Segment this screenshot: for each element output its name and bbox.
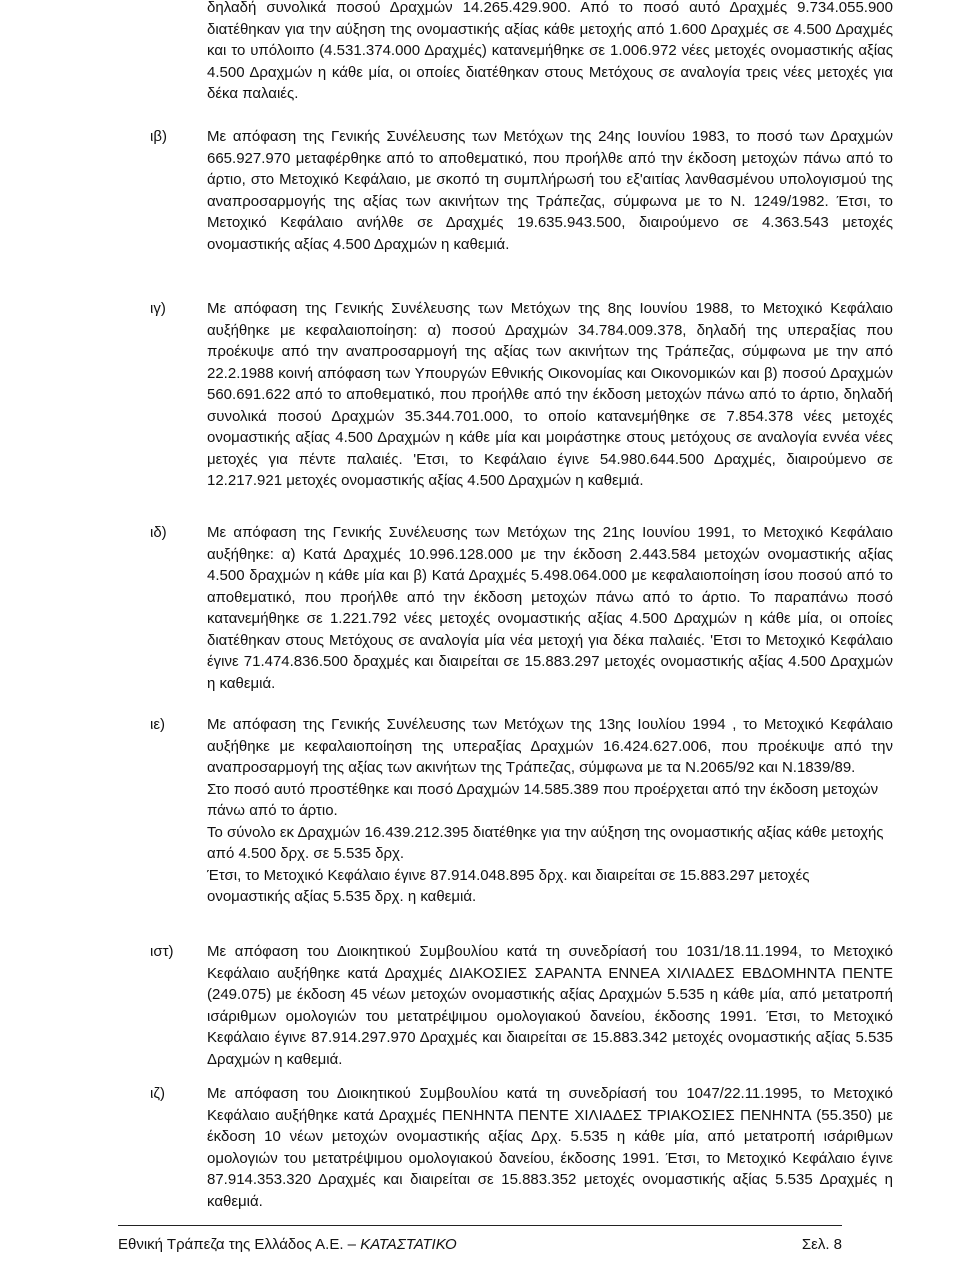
clause-body [207, 1083, 893, 1212]
clause-label: ιζ) [150, 1085, 165, 1102]
clause-body [207, 126, 893, 255]
footer-bank-name: Εθνική Τράπεζα της Ελλάδος Α.Ε. – [118, 1236, 357, 1253]
clause-body [207, 298, 893, 492]
page-number: Σελ. 8 [801, 1236, 842, 1253]
clause-paragraph: Με απόφαση της Γενικής Συνέλευσης των Μετόχων της 21ης Ιουνίου 1991, το Μετοχικό Κεφάλαιο αυξήθηκε: α) Κατά Δραχμές 10.996.128.000 με την έκδοση 2.443.584 μετοχών ονομαστικής αξίας 4.500 δραχμών η κάθε μία και β) Κατά Δραχμές 5.498.064.000 με κεφαλαιοποίηση ίσου ποσού από το αποθεματικό, που προήλθε από την έκδοση μετοχών πάνω από το άρτιο. Το παραπάνω ποσό κατανεμήθηκε σε 1.221.792 νέες μετοχές ονομαστικής αξίας 4.500 Δραχμών η κάθε μία, οι οποίες διατέθηκαν στους Μετόχους σε αναλογία μία νέα μετοχή για δέκα παλαιές. 'Eτσι το Μετοχικό Κεφάλαιο έγινε 71.474.836.500 δραχμές και διαιρείται σε 15.883.297 μετοχές ονομαστικής αξίας 4.500 Δραχμών η καθεμιά. [207, 524, 893, 692]
clause-label: ιστ) [150, 943, 174, 960]
clause-label: ιδ) [150, 524, 167, 541]
footer-title [118, 1235, 457, 1255]
clause-paragraph: Έτσι, το Μετοχικό Κεφάλαιο έγινε 87.914.048.895 δρχ. και διαιρείται σε 15.883.297 μετοχές ονομαστικής αξίας 5.535 δρχ. η καθεμιά. [207, 866, 810, 905]
clause-paragraph: Με απόφαση της Γενικής Συνέλευσης των Μετόχων της 24ης Ιουνίου 1983, το ποσό των Δραχμών 665.927.970 μεταφέρθηκε από το αποθεματικό, που προήλθε από την έκδοση μετοχών πάνω από το άρτιο, στο Μετοχικό Κεφάλαιο, με σκοπό τη συμπλήρωσή του εξ'αιτίας λανθασμένου υπολογισμού της αναπροσαρμογής της αξίας των ακινήτων της Τράπεζας, σύμφωνα με το Ν. 1249/1982. Έτσι, το Μετοχικό Κεφάλαιο ανήλθε σε Δραχμές 19.635.943.500, διαιρούμενο σε 4.363.543 μετοχές ονομαστικής αξίας 4.500 Δραχμών η καθεμιά. [207, 128, 893, 253]
clause-body [207, 522, 893, 694]
clause-paragraph: Στο ποσό αυτό προστέθηκε και ποσό Δραχμών 14.585.389 που προέρχεται από την έκδοση μετοχών πάνω από το άρτιο. [207, 780, 879, 819]
clause-paragraph: Με απόφαση του Διοικητικού Συμβουλίου κατά τη συνεδρίασή του 1031/18.11.1994, το Μετοχικό Κεφάλαιο αυξήθηκε κατά Δραχμές ΔΙΑΚΟΣΙΕΣ ΣΑΡΑΝΤΑ ΕΝΝΕΑ ΧΙΛΙΑΔΕΣ ΕΒΔΟΜΗΝΤΑ ΠΕΝΤΕ (249.075) με έκδοση 45 νέων μετοχών ονομαστικής αξίας Δραχμών 5.535 η κάθε μία, από μετατροπή ισάριθμων ομολογιών του μετατρέψιμου ομολογιακού δανείου, έκδοσης 1991. Έτσι, το Μετοχικό Κεφάλαιο έγινε 87.914.297.970 Δραχμές και διαιρείται σε 15.883.342 μετοχές ονομαστικής αξίας 5.535 Δραχμών η καθεμιά. [207, 943, 893, 1068]
clause-body [207, 714, 893, 908]
clause-paragraph: Με απόφαση της Γενικής Συνέλευσης των Μετόχων της 8ης Ιουνίου 1988, το Μετοχικό Κεφάλαιο αυξήθηκε με κεφαλαιοποίηση: α) ποσού Δραχμών 34.784.009.378, δηλαδή της υπεραξίας που προέκυψε από την αναπροσαρμογή της αξίας των ακινήτων της Τράπεζας, σύμφωνα με την από 22.2.1988 κοινή απόφαση των Υπουργών Εθνικής Οικονομίας και Οικονομικών και β) ποσού Δραχμών 560.691.622 από το αποθεματικό, που προήλθε από την έκδοση μετοχών πάνω από το άρτιο, δηλαδή συνολικά ποσού Δραχμών 35.344.701.000, το οποίο κατανεμήθηκε σε 7.854.378 νέες μετοχές ονομαστικής αξίας 4.500 Δραχμών η κάθε μία και μοιράστηκε στους μετόχους σε αναλογία εννέα νέες μετοχές για πέντε παλαιές. 'Eτσι, το Κεφάλαιο έγινε 54.980.644.500 Δραχμές, διαιρούμενο σε 12.217.921 μετοχές ονομαστικής αξίας 4.500 Δραχμών η καθεμιά. [207, 300, 893, 489]
clause-label: ιγ) [150, 300, 166, 317]
clause-body [207, 941, 893, 1070]
clause-label: ιε) [150, 716, 166, 733]
intro-paragraph: δηλαδή συνολικά ποσού Δραχμών 14.265.429.900. Από το ποσό αυτό Δραχμές 9.734.055.900 διατέθηκαν για την αύξηση της ονομαστικής αξίας κάθε μετοχής από 1.600 Δραχμές σε 4.500 Δραχμές και το υπόλοιπο (4.531.374.000 Δραχμές) κατανεμήθηκε σε 1.006.972 νέες μετοχές ονομαστικής αξίας 4.500 Δραχμών η κάθε μία, οι οποίες διατέθηκαν στους Μετόχους σε αναλογία τρεις νέες μετοχές για δέκα παλαιές. [207, 0, 893, 102]
footer-document-name: ΚΑΤΑΣΤΑΤΙΚΟ [360, 1236, 457, 1253]
clause-label: ιβ) [150, 128, 167, 145]
clause-paragraph: Με απόφαση του Διοικητικού Συμβουλίου κατά τη συνεδρίασή του 1047/22.11.1995, το Μετοχικό Κεφάλαιο αυξήθηκε κατά Δραχμές ΠΕΝΗΝΤΑ ΠΕΝΤΕ ΧΙΛΙΑΔΕΣ ΤΡΙΑΚΟΣΙΕΣ ΠΕΝΗΝΤΑ (55.350) με έκδοση 10 νέων μετοχών ονομαστικής αξίας Δρχ. 5.535 η κάθε μία, από μετατροπή ισάριθμων ομολογιών του μετατρέψιμου ομολογιακού δανείου, έκδοσης 1991. Έτσι, το Μετοχικό Κεφάλαιο έγινε 87.914.353.320 Δραχμές και διαιρείται σε 15.883.352 μετοχές ονομαστικής αξίας 5.535 Δραχμές η καθεμιά. [207, 1085, 893, 1210]
clause-paragraph: Με απόφαση της Γενικής Συνέλευσης των Μετόχων της 13ης Ιουλίου 1994 , το Μετοχικό Κεφάλαιο αυξήθηκε με κεφαλαιοποίηση της υπεραξίας Δραχμών 16.424.627.006, που προέκυψε από την αναπροσαρμογή της αξίας των ακινήτων της Τράπεζας, σύμφωνα με τα Ν.2065/92 και Ν.1839/89. [207, 716, 893, 776]
clause-paragraph: Το σύνολο εκ Δραχμών 16.439.212.395 διατέθηκε για την αύξηση της ονομαστικής αξίας κάθε μετοχής από 4.500 δρχ. σε 5.535 δρχ. [207, 823, 884, 862]
page-footer [118, 1225, 842, 1253]
